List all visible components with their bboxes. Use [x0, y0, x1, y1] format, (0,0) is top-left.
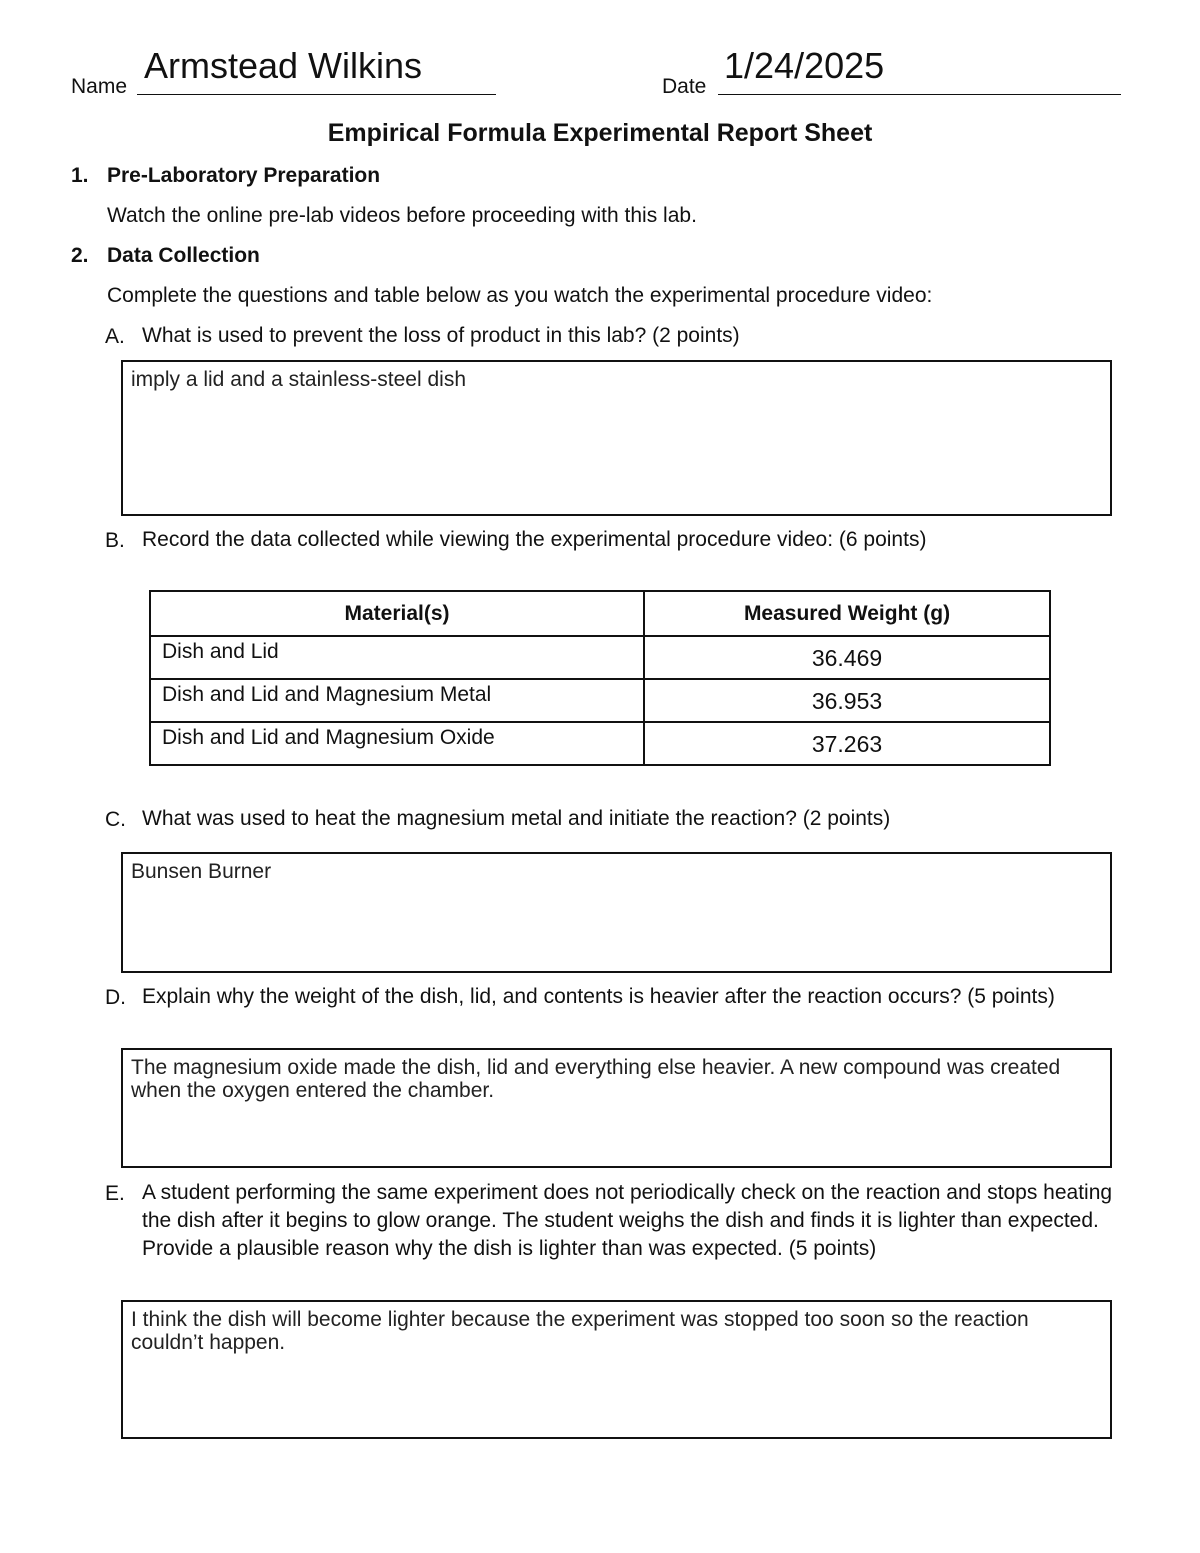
table-cell-weight[interactable]: 36.469 — [644, 636, 1050, 679]
answer-a-text: imply a lid and a stainless-steel dish — [131, 368, 466, 391]
section-1-title: Pre-Laboratory Preparation — [107, 164, 381, 187]
question-b-letter: B. — [105, 529, 125, 552]
section-2-text: Complete the questions and table below as you watch the experimental procedure video: — [107, 284, 933, 307]
name-label: Name — [71, 75, 128, 98]
section-1-number: 1. — [71, 164, 89, 187]
question-a-letter: A. — [105, 325, 125, 348]
question-d-text: Explain why the weight of the dish, lid, and contents is heavier after the reaction occurs? (5 points) — [142, 985, 1055, 1008]
date-value[interactable]: 1/24/2025 — [724, 45, 885, 86]
question-e-text: A student performing the same experiment does not periodically check on the reaction and stops heating the dish after it begins to glow orange. The student weighs the dish and finds it is lighter than expected. Provide a plausible reason why the dish is lighter than was expected. (5 points) — [142, 1181, 1113, 1260]
table-cell-weight[interactable]: 36.953 — [644, 679, 1050, 722]
answer-c-text: Bunsen Burner — [131, 860, 272, 883]
table-row — [150, 636, 1050, 679]
question-c-letter: C. — [105, 808, 126, 831]
date-underline — [718, 94, 1121, 95]
table-header-material: Material(s) — [150, 591, 644, 636]
table-row — [150, 679, 1050, 722]
table-header-row — [150, 591, 1050, 636]
answer-e-box[interactable] — [121, 1300, 1112, 1439]
page-title: Empirical Formula Experimental Report Sheet — [327, 119, 873, 147]
table-cell-material: Dish and Lid — [150, 636, 644, 679]
name-underline — [137, 94, 496, 95]
table-cell-material: Dish and Lid and Magnesium Oxide — [150, 722, 644, 765]
data-table — [149, 590, 1051, 766]
section-2-title: Data Collection — [107, 244, 260, 267]
table-header-weight: Measured Weight (g) — [644, 591, 1050, 636]
question-e-letter: E. — [105, 1182, 125, 1205]
section-2-number: 2. — [71, 244, 89, 267]
answer-d-box[interactable] — [121, 1048, 1112, 1168]
question-b-text: Record the data collected while viewing the experimental procedure video: (6 points) — [142, 528, 927, 551]
question-d-letter: D. — [105, 986, 126, 1009]
name-value[interactable]: Armstead Wilkins — [144, 45, 423, 86]
date-label: Date — [662, 75, 707, 98]
question-c-text: What was used to heat the magnesium metal and initiate the reaction? (2 points) — [142, 807, 891, 830]
answer-a-box[interactable] — [121, 360, 1112, 516]
table-row — [150, 722, 1050, 765]
answer-c-box[interactable] — [121, 852, 1112, 973]
answer-e-text: I think the dish will become lighter because the experiment was stopped too soon so the reaction couldn’t happen. — [131, 1308, 1029, 1354]
section-1-text: Watch the online pre-lab videos before proceeding with this lab. — [107, 204, 697, 227]
answer-d-text: The magnesium oxide made the dish, lid and everything else heavier. A new compound was created when the oxygen entered the chamber. — [131, 1056, 1061, 1102]
question-a-text: What is used to prevent the loss of product in this lab? (2 points) — [142, 324, 740, 347]
table-cell-material: Dish and Lid and Magnesium Metal — [150, 679, 644, 722]
table-cell-weight[interactable]: 37.263 — [644, 722, 1050, 765]
